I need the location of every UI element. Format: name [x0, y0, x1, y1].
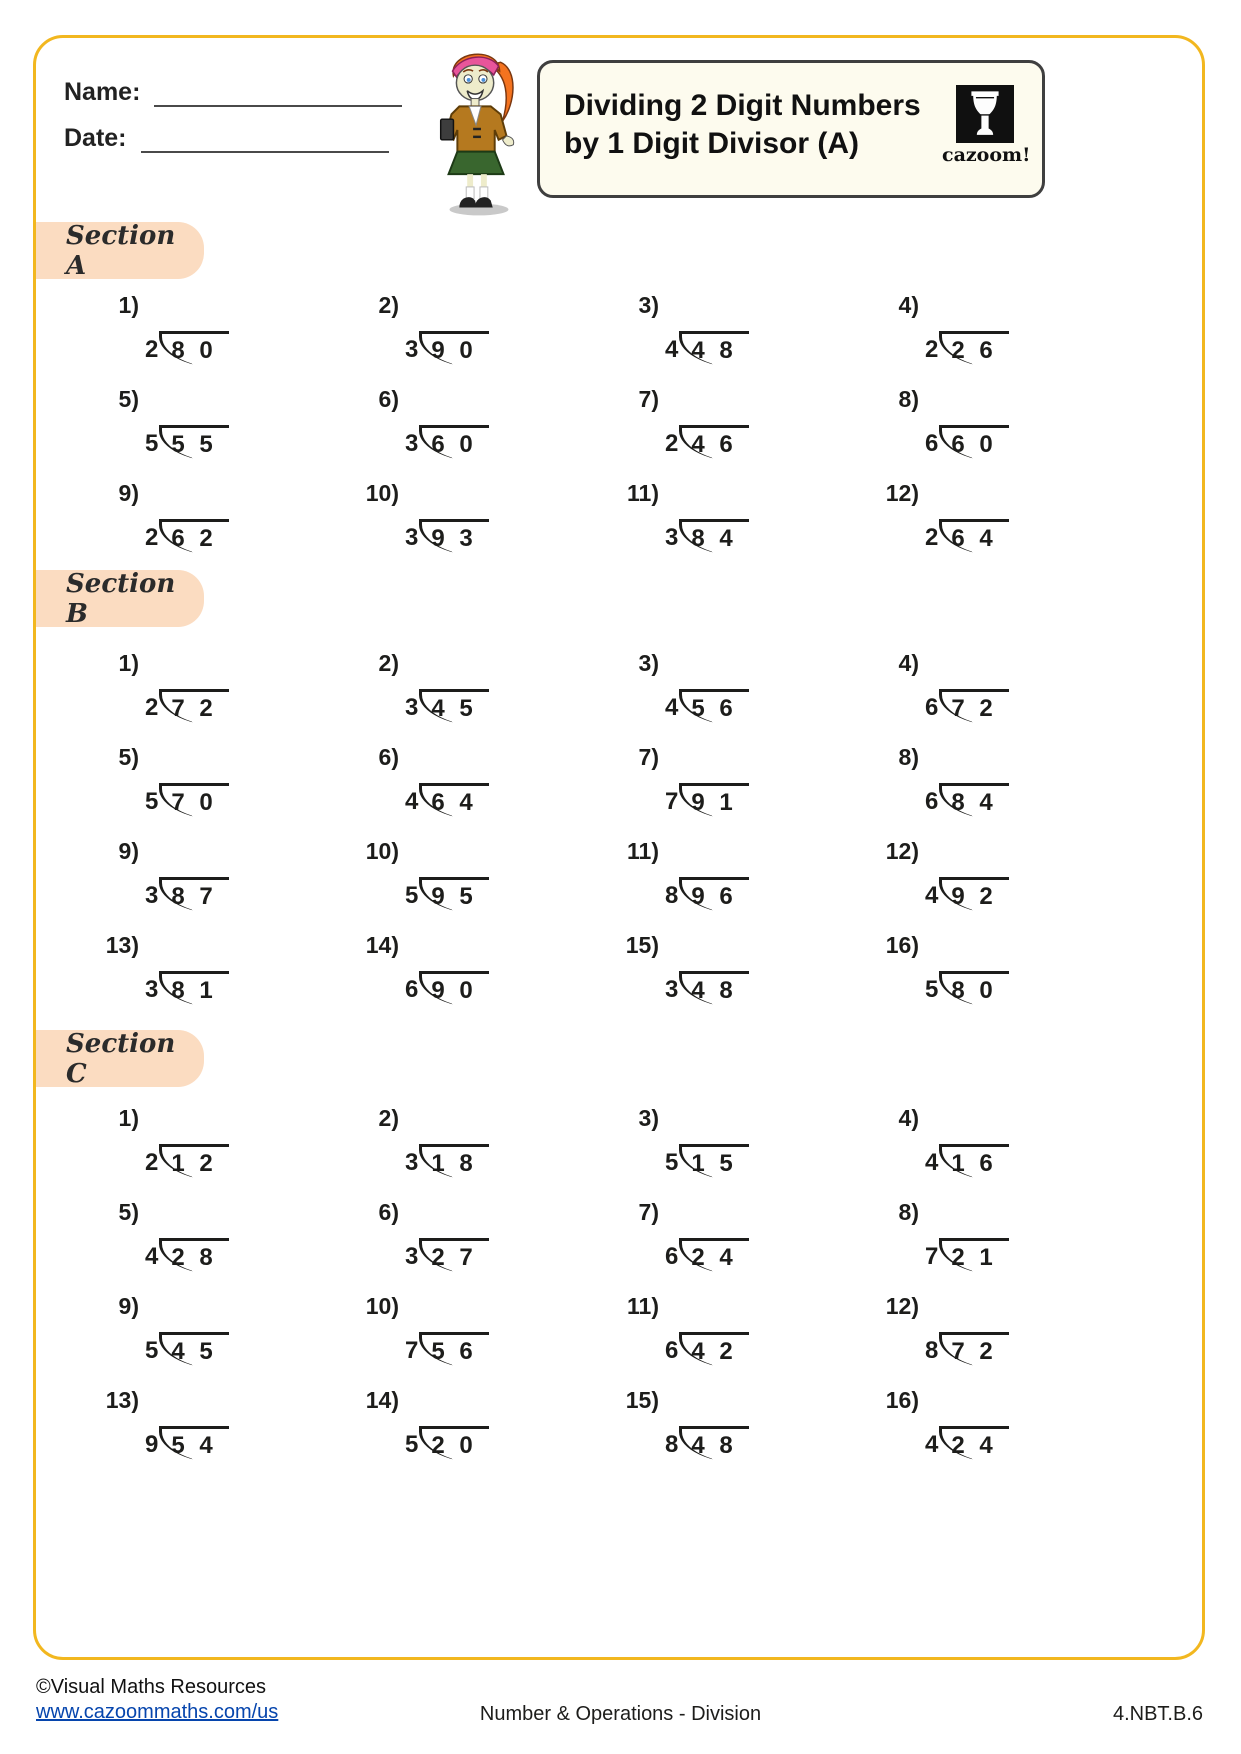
- division-expression: [925, 783, 1135, 821]
- footer-copyright: ©Visual Maths Resources: [36, 1676, 267, 1698]
- problem-number: 7): [638, 386, 659, 412]
- dividend: 9 1: [679, 783, 748, 821]
- dividend: 9 3: [419, 519, 488, 557]
- problem-number: 11): [627, 838, 659, 864]
- problem-number: 1): [118, 1105, 139, 1131]
- divisor: 2: [145, 1149, 159, 1176]
- divisor: 6: [665, 1337, 679, 1364]
- problem-number: 7): [638, 1199, 659, 1225]
- dividend: 4 5: [419, 689, 488, 727]
- division-expression: [145, 971, 355, 1009]
- division-problem: [615, 480, 875, 574]
- division-problem: [875, 292, 1135, 386]
- division-problem: [95, 1293, 355, 1387]
- dividend: 9 0: [419, 971, 488, 1009]
- problem-number: 3): [638, 292, 659, 318]
- problem-number: 2): [378, 1105, 399, 1131]
- divisor: 6: [405, 976, 419, 1003]
- problem-number: 8): [898, 1199, 919, 1225]
- division-expression: [665, 971, 875, 1009]
- problem-number: 16): [885, 932, 919, 958]
- dividend: 2 8: [159, 1238, 228, 1276]
- dividend: 5 4: [159, 1426, 228, 1464]
- divisor: 4: [925, 882, 939, 909]
- problem-number: 10): [365, 838, 399, 864]
- dividend: 9 6: [679, 877, 748, 915]
- division-problem: [875, 744, 1135, 838]
- division-problem: [355, 744, 615, 838]
- problem-number: 4): [898, 1105, 919, 1131]
- division-expression: [925, 877, 1135, 915]
- section-b-problems: [95, 650, 1135, 1026]
- divisor: 4: [145, 1243, 159, 1270]
- dividend: 8 1: [159, 971, 228, 1009]
- problem-number: 12): [885, 480, 919, 506]
- divisor: 6: [925, 694, 939, 721]
- dividend: 9 0: [419, 331, 488, 369]
- date-field-row: [64, 124, 389, 153]
- divisor: 3: [405, 430, 419, 457]
- dividend: 7 2: [939, 1332, 1008, 1370]
- division-expression: [925, 331, 1135, 369]
- division-problem: [95, 744, 355, 838]
- division-expression: [405, 783, 615, 821]
- dividend: 6 2: [159, 519, 228, 557]
- problem-number: 10): [365, 1293, 399, 1319]
- dividend: 5 6: [679, 689, 748, 727]
- problem-number: 10): [365, 480, 399, 506]
- dividend: 7 0: [159, 783, 228, 821]
- divisor: 3: [665, 976, 679, 1003]
- division-expression: [405, 519, 615, 557]
- divisor: 4: [405, 788, 419, 815]
- division-expression: [665, 519, 875, 557]
- divisor: 7: [925, 1243, 939, 1270]
- name-input-line: [154, 79, 402, 107]
- problem-number: 5): [118, 744, 139, 770]
- divisor: 4: [665, 694, 679, 721]
- problem-number: 3): [638, 650, 659, 676]
- division-problem: [615, 932, 875, 1026]
- division-problem: [95, 292, 355, 386]
- divisor: 9: [145, 1431, 159, 1458]
- division-problem: [875, 650, 1135, 744]
- division-expression: [925, 1426, 1135, 1464]
- division-problem: [615, 650, 875, 744]
- division-problem: [355, 838, 615, 932]
- division-problem: [875, 1199, 1135, 1293]
- division-expression: [405, 877, 615, 915]
- division-problem: [355, 650, 615, 744]
- divisor: 3: [665, 524, 679, 551]
- dividend: 8 7: [159, 877, 228, 915]
- division-problem: [875, 1293, 1135, 1387]
- division-expression: [665, 331, 875, 369]
- dividend: 2 4: [679, 1238, 748, 1276]
- divisor: 3: [405, 1243, 419, 1270]
- dividend: 2 0: [419, 1426, 488, 1464]
- division-problem: [355, 480, 615, 574]
- divisor: 3: [405, 336, 419, 363]
- dividend: 2 4: [939, 1426, 1008, 1464]
- title-box: [537, 60, 1045, 198]
- divisor: 2: [665, 430, 679, 457]
- dividend: 4 6: [679, 425, 748, 463]
- division-expression: [405, 425, 615, 463]
- name-label: Name:: [64, 78, 141, 106]
- division-problem: [95, 1105, 355, 1199]
- section-c-problems: [95, 1105, 1135, 1481]
- division-expression: [145, 1426, 355, 1464]
- divisor: 2: [145, 336, 159, 363]
- dividend: 8 0: [159, 331, 228, 369]
- dividend: 2 6: [939, 331, 1008, 369]
- division-expression: [145, 877, 355, 915]
- dividend: 1 2: [159, 1144, 228, 1182]
- division-problem: [355, 292, 615, 386]
- footer-website-link[interactable]: www.cazoommaths.com/us: [36, 1701, 279, 1723]
- problem-number: 9): [118, 1293, 139, 1319]
- footer-category: Number & Operations - Division: [479, 1703, 762, 1725]
- dividend: 8 0: [939, 971, 1008, 1009]
- dividend: 6 4: [419, 783, 488, 821]
- division-expression: [665, 1332, 875, 1370]
- divisor: 4: [925, 1431, 939, 1458]
- problem-number: 2): [378, 292, 399, 318]
- division-expression: [665, 689, 875, 727]
- dividend: 4 8: [679, 331, 748, 369]
- divisor: 5: [145, 1337, 159, 1364]
- division-problem: [615, 386, 875, 480]
- divisor: 3: [405, 1149, 419, 1176]
- worksheet-title-line1: Dividing 2 Digit Numbers: [564, 89, 921, 122]
- dividend: 2 7: [419, 1238, 488, 1276]
- division-expression: [925, 425, 1135, 463]
- cazoom-logo-text: cazoom!: [942, 144, 1031, 166]
- problem-number: 14): [365, 1387, 399, 1413]
- division-expression: [665, 1144, 875, 1182]
- divisor: 6: [925, 430, 939, 457]
- division-expression: [665, 1426, 875, 1464]
- divisor: 8: [925, 1337, 939, 1364]
- section-label: Section B: [66, 568, 176, 629]
- divisor: 7: [665, 788, 679, 815]
- division-expression: [925, 689, 1135, 727]
- problem-number: 6): [378, 386, 399, 412]
- division-expression: [145, 1144, 355, 1182]
- division-expression: [405, 971, 615, 1009]
- dividend: 4 8: [679, 1426, 748, 1464]
- division-expression: [145, 1332, 355, 1370]
- divisor: 2: [925, 524, 939, 551]
- divisor: 8: [665, 882, 679, 909]
- dividend: 5 6: [419, 1332, 488, 1370]
- problem-number: 8): [898, 744, 919, 770]
- division-expression: [665, 877, 875, 915]
- problem-number: 11): [627, 1293, 659, 1319]
- problem-number: 4): [898, 292, 919, 318]
- division-expression: [665, 425, 875, 463]
- footer-standard-code: 4.NBT.B.6: [1112, 1703, 1203, 1725]
- division-expression: [925, 1144, 1135, 1182]
- divisor: 6: [925, 788, 939, 815]
- problem-number: 13): [105, 1387, 139, 1413]
- dividend: 7 2: [939, 689, 1008, 727]
- division-expression: [145, 783, 355, 821]
- division-problem: [355, 1387, 615, 1481]
- division-expression: [925, 519, 1135, 557]
- section-a-problems: [95, 292, 1135, 574]
- division-problem: [875, 932, 1135, 1026]
- dividend: 9 5: [419, 877, 488, 915]
- division-expression: [145, 689, 355, 727]
- dividend: 5 5: [159, 425, 228, 463]
- cazoom-logo: [942, 85, 1031, 166]
- problem-number: 1): [118, 292, 139, 318]
- division-problem: [355, 1293, 615, 1387]
- section-b-header: [36, 570, 204, 627]
- dividend: 1 5: [679, 1144, 748, 1182]
- date-input-line: [141, 125, 389, 153]
- division-problem: [875, 838, 1135, 932]
- divisor: 4: [925, 1149, 939, 1176]
- worksheet-title-line2: by 1 Digit Divisor (A): [564, 126, 860, 160]
- dividend: 2 1: [939, 1238, 1008, 1276]
- section-label: Section A: [66, 220, 176, 281]
- dividend: 4 8: [679, 971, 748, 1009]
- problem-number: 4): [898, 650, 919, 676]
- dividend: 6 0: [939, 425, 1008, 463]
- division-problem: [615, 1387, 875, 1481]
- dividend: 4 5: [159, 1332, 228, 1370]
- divisor: 5: [405, 882, 419, 909]
- divisor: 2: [145, 524, 159, 551]
- dividend: 9 2: [939, 877, 1008, 915]
- dividend: 6 4: [939, 519, 1008, 557]
- division-problem: [615, 744, 875, 838]
- problem-number: 7): [638, 744, 659, 770]
- divisor: 5: [665, 1149, 679, 1176]
- division-expression: [665, 1238, 875, 1276]
- problem-number: 5): [118, 386, 139, 412]
- problem-number: 13): [105, 932, 139, 958]
- problem-number: 6): [378, 744, 399, 770]
- dividend: 7 2: [159, 689, 228, 727]
- divisor: 3: [405, 524, 419, 551]
- division-expression: [405, 1238, 615, 1276]
- problem-number: 8): [898, 386, 919, 412]
- divisor: 8: [665, 1431, 679, 1458]
- division-expression: [405, 1144, 615, 1182]
- division-problem: [355, 1105, 615, 1199]
- division-expression: [145, 519, 355, 557]
- division-problem: [615, 838, 875, 932]
- problem-number: 15): [625, 932, 659, 958]
- dividend: 8 4: [679, 519, 748, 557]
- problem-number: 14): [365, 932, 399, 958]
- problem-number: 12): [885, 838, 919, 864]
- division-expression: [925, 1332, 1135, 1370]
- problem-number: 5): [118, 1199, 139, 1225]
- problem-number: 9): [118, 480, 139, 506]
- division-problem: [875, 1387, 1135, 1481]
- divisor: 5: [145, 788, 159, 815]
- problem-number: 3): [638, 1105, 659, 1131]
- drum-icon: [956, 85, 1014, 143]
- dividend: 1 6: [939, 1144, 1008, 1182]
- problem-number: 16): [885, 1387, 919, 1413]
- girl-illustration: [424, 40, 532, 218]
- division-problem: [95, 1387, 355, 1481]
- division-problem: [95, 838, 355, 932]
- problem-number: 9): [118, 838, 139, 864]
- date-label: Date:: [64, 124, 127, 152]
- division-problem: [615, 1105, 875, 1199]
- division-expression: [145, 331, 355, 369]
- division-problem: [875, 386, 1135, 480]
- divisor: 5: [145, 430, 159, 457]
- dividend: 8 4: [939, 783, 1008, 821]
- division-problem: [875, 480, 1135, 574]
- problem-number: 2): [378, 650, 399, 676]
- division-problem: [615, 292, 875, 386]
- dividend: 1 8: [419, 1144, 488, 1182]
- division-problem: [95, 480, 355, 574]
- division-problem: [615, 1199, 875, 1293]
- division-expression: [405, 1426, 615, 1464]
- division-problem: [95, 386, 355, 480]
- division-problem: [95, 1199, 355, 1293]
- divisor: 3: [405, 694, 419, 721]
- problem-number: 12): [885, 1293, 919, 1319]
- division-expression: [145, 1238, 355, 1276]
- section-a-header: [36, 222, 204, 279]
- division-expression: [925, 1238, 1135, 1276]
- section-label: Section C: [66, 1028, 176, 1089]
- division-expression: [405, 1332, 615, 1370]
- division-expression: [145, 425, 355, 463]
- division-problem: [95, 650, 355, 744]
- division-problem: [615, 1293, 875, 1387]
- divisor: 2: [145, 694, 159, 721]
- division-problem: [355, 386, 615, 480]
- divisor: 6: [665, 1243, 679, 1270]
- division-problem: [355, 932, 615, 1026]
- name-field-row: [64, 78, 402, 107]
- problem-number: 11): [627, 480, 659, 506]
- division-expression: [925, 971, 1135, 1009]
- problem-number: 15): [625, 1387, 659, 1413]
- division-problem: [875, 1105, 1135, 1199]
- problem-number: 6): [378, 1199, 399, 1225]
- divisor: 2: [925, 336, 939, 363]
- divisor: 3: [145, 882, 159, 909]
- division-problem: [355, 1199, 615, 1293]
- problem-number: 1): [118, 650, 139, 676]
- divisor: 3: [145, 976, 159, 1003]
- dividend: 6 0: [419, 425, 488, 463]
- section-c-header: [36, 1030, 204, 1087]
- division-expression: [665, 783, 875, 821]
- dividend: 4 2: [679, 1332, 748, 1370]
- divisor: 5: [405, 1431, 419, 1458]
- divisor: 4: [665, 336, 679, 363]
- division-expression: [405, 331, 615, 369]
- divisor: 7: [405, 1337, 419, 1364]
- division-problem: [95, 932, 355, 1026]
- division-expression: [405, 689, 615, 727]
- divisor: 5: [925, 976, 939, 1003]
